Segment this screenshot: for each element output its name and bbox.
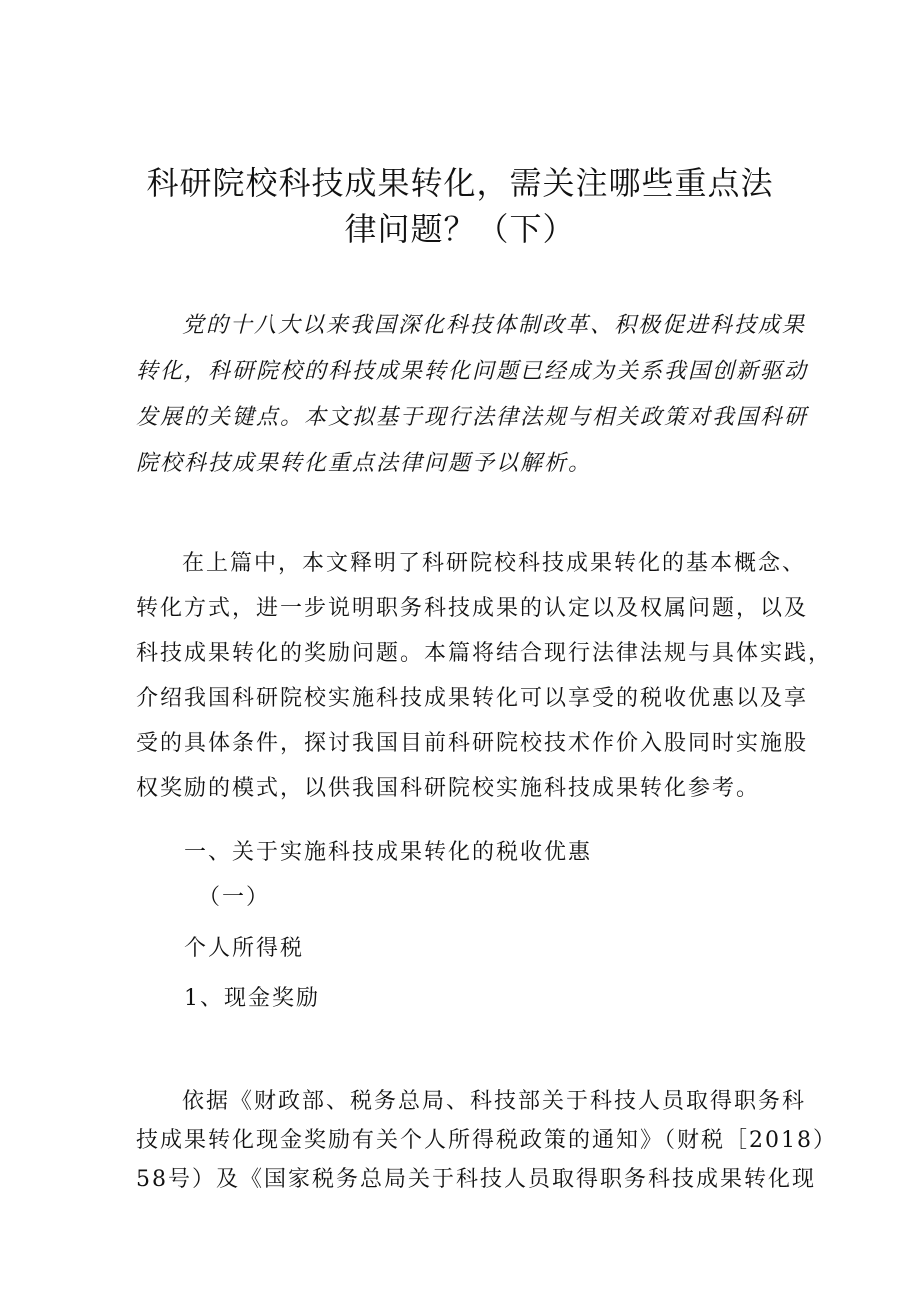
abstract-line-1: 党的十八大以来我国深化科技体制改革、积极促进科技成果 (182, 313, 807, 338)
title-line-2: 律问题？（下） (344, 210, 576, 248)
intro-line-4: 介绍我国科研院校实施科技成果转化可以享受的税收优惠以及享 (136, 686, 809, 711)
closing-paragraph (136, 1082, 837, 1199)
abstract-line-3: 发展的关键点。本文拟基于现行法律法规与相关政策对我国科研 (136, 405, 809, 430)
intro-paragraph (136, 541, 833, 811)
closing-line-3: 58号）及《国家税务总局关于科技人员取得职务科技成果转化现 (136, 1167, 816, 1192)
intro-line-1: 在上篇中，本文释明了科研院校科技成果转化的基本概念、 (182, 551, 807, 576)
subsection-title: 个人所得税 (184, 936, 305, 961)
closing-line-1: 依据《财政部、税务总局、科技部关于科技人员取得职务科 (182, 1089, 807, 1114)
abstract-line-2: 转化，科研院校的科技成果转化问题已经成为关系我国创新驱动 (136, 359, 809, 384)
title-line-1: 科研院校科技成果转化，需关注哪些重点法 (146, 164, 774, 202)
intro-line-6: 权奖励的模式，以供我国科研院校实施科技成果转化参考。 (136, 776, 761, 801)
abstract-line-4: 院校科技成果转化重点法律问题予以解析。 (136, 451, 593, 476)
intro-line-3: 科技成果转化的奖励问题。本篇将结合现行法律法规与具体实践， (136, 641, 833, 666)
item-title: 1、现金奖励 (184, 986, 320, 1011)
closing-line-2: 技成果转化现金奖励有关个人所得税政策的通知》（财税［2018） (136, 1128, 837, 1153)
subsection-marker: （一） (198, 885, 271, 910)
section-heading: 一、关于实施科技成果转化的税收优惠 (184, 840, 593, 865)
document-title (120, 160, 800, 252)
intro-line-2: 转化方式，进一步说明职务科技成果的认定以及权属问题，以及 (136, 596, 809, 621)
abstract (136, 303, 809, 487)
intro-line-5: 受的具体条件，探讨我国目前科研院校技术作价入股同时实施股 (136, 731, 809, 756)
